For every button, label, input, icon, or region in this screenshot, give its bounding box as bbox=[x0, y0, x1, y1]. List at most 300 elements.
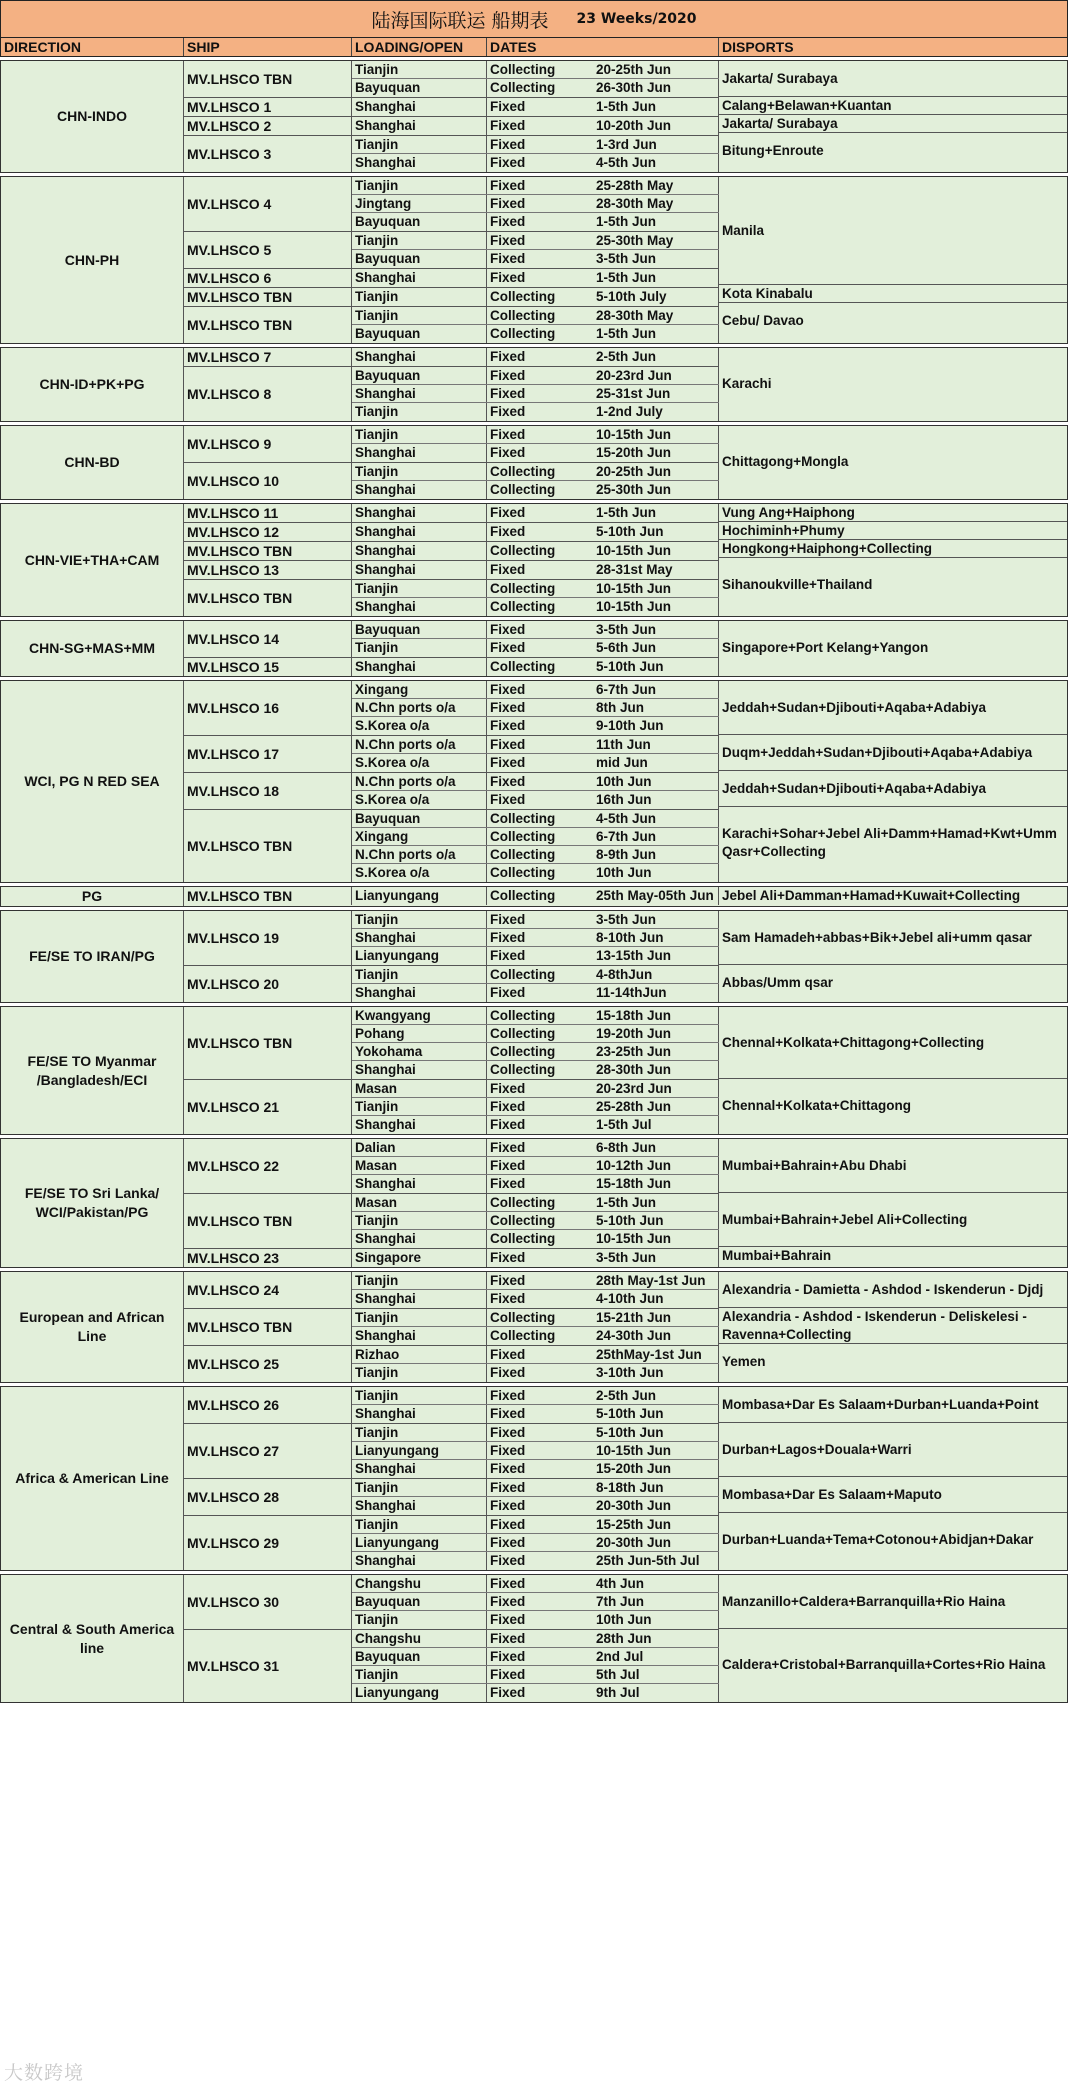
ship-block bbox=[184, 736, 719, 773]
ship-name: MV.LHSCO 9 bbox=[184, 426, 352, 462]
booking-status: Fixed bbox=[490, 622, 526, 637]
booking-status: Fixed bbox=[490, 445, 526, 460]
schedule-row bbox=[352, 1230, 719, 1248]
disports-cell: Sam Hamadeh+abbas+Bik+Jebel ali+umm qasar bbox=[719, 911, 1067, 965]
date-range: 5th Jul bbox=[593, 1666, 719, 1683]
date-range: 24-30th Jun bbox=[593, 1327, 719, 1345]
loading-port: Tianjin bbox=[352, 307, 487, 324]
schedule-row bbox=[352, 1212, 719, 1230]
ship-name: MV.LHSCO TBN bbox=[184, 542, 352, 560]
ship-block bbox=[184, 177, 719, 232]
date-range: 10-15th Jun bbox=[593, 1442, 719, 1459]
direction-cell: FE/SE TO IRAN/PG bbox=[1, 911, 184, 1002]
ship-name: MV.LHSCO 30 bbox=[184, 1575, 352, 1629]
booking-status: Fixed bbox=[490, 1480, 526, 1495]
schedule-row bbox=[352, 367, 719, 385]
ship-block bbox=[184, 98, 719, 117]
ship-block bbox=[184, 773, 719, 810]
schedule-row bbox=[352, 1157, 719, 1175]
ship-name: MV.LHSCO 12 bbox=[184, 523, 352, 541]
date-range: 6-7th Jun bbox=[593, 828, 719, 845]
date-range: 5-10th July bbox=[593, 288, 719, 306]
schedule-row bbox=[352, 1442, 719, 1460]
date-range: 5-6th Jun bbox=[593, 639, 719, 657]
disports-cell: Jakarta/ Surabaya bbox=[719, 61, 1067, 97]
loading-port: Tianjin bbox=[352, 61, 487, 78]
booking-status: Fixed bbox=[490, 251, 526, 266]
booking-status: Fixed bbox=[490, 1117, 526, 1132]
date-range: 20-25th Jun bbox=[593, 61, 719, 78]
booking-status: Fixed bbox=[490, 233, 526, 248]
ship-block bbox=[184, 1272, 719, 1309]
ship-block bbox=[184, 1080, 719, 1134]
loading-port: Shanghai bbox=[352, 444, 487, 462]
loading-port: Shanghai bbox=[352, 504, 487, 522]
booking-status: Fixed bbox=[490, 196, 526, 211]
loading-port: Tianjin bbox=[352, 639, 487, 657]
date-range: 28-30th May bbox=[593, 307, 719, 324]
date-range: 20-23rd Jun bbox=[593, 367, 719, 384]
schedule-row bbox=[352, 658, 719, 676]
header-loading: LOADING/OPEN bbox=[352, 38, 487, 56]
loading-port: N.Chn ports o/a bbox=[352, 846, 487, 863]
ship-name: MV.LHSCO TBN bbox=[184, 1007, 352, 1079]
disports-cell: Manila bbox=[719, 177, 1067, 285]
date-range: 5-10th Jun bbox=[593, 1405, 719, 1423]
date-range: 15-18th Jun bbox=[593, 1007, 719, 1024]
date-range: 28th Jun bbox=[593, 1630, 719, 1647]
loading-port: Tianjin bbox=[352, 1666, 487, 1683]
loading-port: Shanghai bbox=[352, 98, 487, 116]
schedule-groups bbox=[0, 60, 1068, 1703]
disports-cell: Mumbai+Bahrain+Jebel Ali+Collecting bbox=[719, 1193, 1067, 1247]
booking-status: Collecting bbox=[490, 1213, 556, 1228]
loading-port: Lianyungang bbox=[352, 947, 487, 965]
booking-status: Fixed bbox=[490, 1594, 526, 1609]
schedule-row bbox=[352, 1346, 719, 1364]
booking-status: Fixed bbox=[490, 1081, 526, 1096]
direction-group bbox=[0, 1574, 1068, 1703]
loading-port: Bayuquan bbox=[352, 621, 487, 638]
date-range: 10-15th Jun bbox=[593, 580, 719, 597]
ship-name: MV.LHSCO 3 bbox=[184, 136, 352, 172]
loading-port: Shanghai bbox=[352, 542, 487, 560]
loading-port: Singapore bbox=[352, 1249, 487, 1267]
schedule-row bbox=[352, 463, 719, 481]
date-range: 1-5th Jun bbox=[593, 98, 719, 116]
booking-status: Fixed bbox=[490, 1553, 526, 1568]
ship-block bbox=[184, 658, 719, 676]
schedule-row bbox=[352, 213, 719, 231]
schedule-row bbox=[352, 1007, 719, 1025]
date-range: 10th Jun bbox=[593, 864, 719, 882]
booking-status: Fixed bbox=[490, 1176, 526, 1191]
loading-port: Tianjin bbox=[352, 911, 487, 928]
date-range: 1-5th Jun bbox=[593, 504, 719, 522]
title-chinese: 陆海国际联运 船期表 bbox=[371, 9, 549, 32]
ship-name: MV.LHSCO 25 bbox=[184, 1346, 352, 1382]
schedule-row bbox=[352, 828, 719, 846]
schedule-row bbox=[352, 232, 719, 250]
date-range: 2-5th Jun bbox=[593, 1387, 719, 1404]
booking-status: Fixed bbox=[490, 1347, 526, 1362]
booking-status: Collecting bbox=[490, 865, 556, 880]
loading-port: Xingang bbox=[352, 828, 487, 845]
schedule-row bbox=[352, 195, 719, 213]
booking-status: Fixed bbox=[490, 1388, 526, 1403]
booking-status: Fixed bbox=[490, 948, 526, 963]
date-range: 8-10th Jun bbox=[593, 929, 719, 946]
loading-port: Tianjin bbox=[352, 1272, 487, 1289]
date-range: 13-15th Jun bbox=[593, 947, 719, 965]
schedule-row bbox=[352, 621, 719, 639]
ship-block bbox=[184, 1249, 719, 1267]
schedule-row bbox=[352, 1497, 719, 1515]
ship-block bbox=[184, 561, 719, 580]
schedule-row bbox=[352, 1116, 719, 1134]
ship-block bbox=[184, 426, 719, 463]
booking-status: Fixed bbox=[490, 1099, 526, 1114]
booking-status: Fixed bbox=[490, 700, 526, 715]
schedule-row bbox=[352, 1611, 719, 1629]
loading-port: S.Korea o/a bbox=[352, 864, 487, 882]
loading-port: Bayuquan bbox=[352, 250, 487, 268]
booking-status: Fixed bbox=[490, 930, 526, 945]
date-range: 8-9th Jun bbox=[593, 846, 719, 863]
loading-port: Shanghai bbox=[352, 1061, 487, 1079]
direction-group bbox=[0, 425, 1068, 500]
booking-status: Fixed bbox=[490, 427, 526, 442]
disports-cell: Mumbai+Bahrain+Abu Dhabi bbox=[719, 1139, 1067, 1193]
ship-name: MV.LHSCO 21 bbox=[184, 1080, 352, 1134]
loading-port: Bayuquan bbox=[352, 810, 487, 827]
date-range: 6-7th Jun bbox=[593, 681, 719, 698]
schedule-row bbox=[352, 1593, 719, 1611]
loading-port: Lianyungang bbox=[352, 1534, 487, 1551]
booking-status: Collecting bbox=[490, 80, 556, 95]
booking-status: Fixed bbox=[490, 1443, 526, 1458]
booking-status: Fixed bbox=[490, 755, 526, 770]
date-range: 19-20th Jun bbox=[593, 1025, 719, 1042]
ship-block bbox=[184, 1575, 719, 1630]
ship-name: MV.LHSCO TBN bbox=[184, 61, 352, 97]
booking-status: Collecting bbox=[490, 62, 556, 77]
loading-port: Tianjin bbox=[352, 136, 487, 153]
disports-cell: Yemen bbox=[722, 1354, 766, 1369]
schedule-row bbox=[352, 1534, 719, 1552]
ship-block bbox=[184, 348, 719, 367]
direction-cell: Central & South America line bbox=[1, 1575, 184, 1702]
ship-name: MV.LHSCO TBN bbox=[184, 580, 352, 616]
disports-cell: Mombasa+Dar Es Salaam+Durban+Luanda+Point bbox=[719, 1387, 1067, 1423]
ship-name: MV.LHSCO 6 bbox=[184, 269, 352, 287]
disports-cell: Karachi+Sohar+Jebel Ali+Damm+Hamad+Kwt+Umm Qasr+Collecting bbox=[722, 826, 1057, 859]
date-range: 4-10th Jun bbox=[593, 1290, 719, 1308]
date-range: 15-20th Jun bbox=[593, 1460, 719, 1478]
loading-port: Dalian bbox=[352, 1139, 487, 1156]
schedule-row bbox=[352, 1272, 719, 1290]
direction-cell: CHN-PH bbox=[1, 177, 184, 343]
ship-name: MV.LHSCO 13 bbox=[184, 561, 352, 579]
booking-status: Fixed bbox=[490, 912, 526, 927]
disports-cell: Jeddah+Sudan+Djibouti+Aqaba+Adabiya bbox=[719, 771, 1067, 807]
date-range: 15-18th Jun bbox=[593, 1175, 719, 1193]
direction-cell: FE/SE TO Myanmar /Bangladesh/ECI bbox=[1, 1007, 184, 1134]
ship-name: MV.LHSCO 10 bbox=[184, 463, 352, 499]
schedule-row bbox=[352, 79, 719, 97]
schedule-row bbox=[352, 1290, 719, 1308]
direction-group bbox=[0, 680, 1068, 883]
ship-name: MV.LHSCO 20 bbox=[184, 966, 352, 1002]
loading-port: Shanghai bbox=[352, 269, 487, 287]
loading-port: Bayuquan bbox=[352, 213, 487, 231]
disports-cell: Alexandria - Damietta - Ashdod - Iskenderun - Djdj bbox=[719, 1272, 1067, 1308]
booking-status: Fixed bbox=[490, 1631, 526, 1646]
schedule-row bbox=[352, 580, 719, 598]
schedule-row bbox=[352, 929, 719, 947]
ship-name: MV.LHSCO TBN bbox=[184, 810, 352, 882]
ship-block bbox=[184, 367, 719, 421]
ship-block bbox=[184, 1194, 719, 1249]
ship-block bbox=[184, 1630, 719, 1702]
disports-cell: Mumbai+Bahrain bbox=[722, 1248, 832, 1263]
ship-block bbox=[184, 523, 719, 542]
direction-cell: FE/SE TO Sri Lanka/ WCI/Pakistan/PG bbox=[1, 1139, 184, 1267]
schedule-row bbox=[352, 1630, 719, 1648]
booking-status: Collecting bbox=[490, 829, 556, 844]
direction-group bbox=[0, 1386, 1068, 1571]
direction-group bbox=[0, 60, 1068, 173]
loading-port: N.Chn ports o/a bbox=[352, 736, 487, 753]
date-range: 15-21th Jun bbox=[593, 1309, 719, 1326]
loading-port: Kwangyang bbox=[352, 1007, 487, 1024]
booking-status: Collecting bbox=[490, 1231, 556, 1246]
ship-name: MV.LHSCO 15 bbox=[184, 658, 352, 676]
ship-block bbox=[184, 269, 719, 288]
booking-status: Fixed bbox=[490, 737, 526, 752]
disports-cell: Bitung+Enroute bbox=[722, 143, 824, 158]
loading-port: Tianjin bbox=[352, 288, 487, 306]
disports-cell: Jebel Ali+Damman+Hamad+Kuwait+Collecting bbox=[722, 888, 1021, 903]
schedule-row bbox=[352, 269, 719, 287]
booking-status: Collecting bbox=[490, 482, 556, 497]
ship-name: MV.LHSCO TBN bbox=[184, 1309, 352, 1345]
ship-block bbox=[184, 1346, 719, 1382]
ship-name: MV.LHSCO TBN bbox=[184, 1194, 352, 1248]
booking-status: Collecting bbox=[490, 888, 556, 903]
schedule-row bbox=[352, 736, 719, 754]
booking-status: Collecting bbox=[490, 464, 556, 479]
schedule-row bbox=[352, 117, 719, 135]
date-range: 23-25th Jun bbox=[593, 1043, 719, 1060]
booking-status: Fixed bbox=[490, 1425, 526, 1440]
schedule-row bbox=[352, 1043, 719, 1061]
loading-port: Masan bbox=[352, 1157, 487, 1174]
direction-cell: CHN-INDO bbox=[1, 61, 184, 172]
loading-port: S.Korea o/a bbox=[352, 754, 487, 772]
loading-port: N.Chn ports o/a bbox=[352, 699, 487, 716]
booking-status: Fixed bbox=[490, 1140, 526, 1155]
schedule-row bbox=[352, 1575, 719, 1593]
loading-port: Shanghai bbox=[352, 658, 487, 676]
schedule-row bbox=[352, 325, 719, 343]
ship-block bbox=[184, 681, 719, 736]
booking-status: Fixed bbox=[490, 270, 526, 285]
booking-status: Fixed bbox=[490, 792, 526, 807]
loading-port: Lianyungang bbox=[352, 887, 487, 905]
schedule-row bbox=[352, 754, 719, 772]
schedule-row bbox=[352, 1309, 719, 1327]
date-range: 4-5th Jun bbox=[593, 810, 719, 827]
loading-port: Shanghai bbox=[352, 117, 487, 135]
title-weeks: 23 Weeks/2020 bbox=[576, 11, 697, 27]
booking-status: Collecting bbox=[490, 326, 556, 341]
date-range: 10th Jun bbox=[593, 773, 719, 790]
disports-cell: Kota Kinabalu bbox=[719, 285, 1067, 303]
schedule-row bbox=[352, 426, 719, 444]
date-range: 10-15th Jun bbox=[593, 426, 719, 443]
disports-cell: Durban+Lagos+Douala+Warri bbox=[719, 1423, 1067, 1477]
loading-port: S.Korea o/a bbox=[352, 791, 487, 809]
direction-group bbox=[0, 910, 1068, 1003]
loading-port: Shanghai bbox=[352, 561, 487, 579]
direction-cell: WCI, PG N RED SEA bbox=[1, 681, 184, 882]
loading-port: Tianjin bbox=[352, 1309, 487, 1326]
ship-name: MV.LHSCO 14 bbox=[184, 621, 352, 657]
schedule-row bbox=[352, 307, 719, 325]
ship-block bbox=[184, 136, 719, 172]
loading-port: Shanghai bbox=[352, 984, 487, 1002]
booking-status: Fixed bbox=[490, 1406, 526, 1421]
date-range: 1-2nd July bbox=[593, 403, 719, 421]
disports-cell: Singapore+Port Kelang+Yangon bbox=[722, 640, 929, 655]
ship-block bbox=[184, 61, 719, 98]
direction-group bbox=[0, 1138, 1068, 1268]
booking-status: Fixed bbox=[490, 368, 526, 383]
booking-status: Collecting bbox=[490, 811, 556, 826]
booking-status: Fixed bbox=[490, 1576, 526, 1591]
schedule-row bbox=[352, 864, 719, 882]
booking-status: Collecting bbox=[490, 967, 556, 982]
ship-name: MV.LHSCO 31 bbox=[184, 1630, 352, 1702]
loading-port: Changshu bbox=[352, 1575, 487, 1592]
loading-port: Tianjin bbox=[352, 1611, 487, 1629]
direction-cell: CHN-ID+PK+PG bbox=[1, 348, 184, 421]
schedule-row bbox=[352, 177, 719, 195]
direction-cell: European and African Line bbox=[1, 1272, 184, 1382]
loading-port: Shanghai bbox=[352, 1175, 487, 1193]
date-range: 4th Jun bbox=[593, 1575, 719, 1592]
schedule-row bbox=[352, 846, 719, 864]
date-range: 25th May-05th Jun bbox=[593, 887, 719, 905]
booking-status: Fixed bbox=[490, 1612, 526, 1627]
booking-status: Collecting bbox=[490, 599, 556, 614]
date-range: 20-23rd Jun bbox=[593, 1080, 719, 1097]
direction-cell: CHN-BD bbox=[1, 426, 184, 499]
ship-name: MV.LHSCO 17 bbox=[184, 736, 352, 772]
disports-cell: Sihanoukville+Thailand bbox=[722, 577, 873, 592]
date-range: 25th Jun-5th Jul bbox=[593, 1552, 719, 1570]
schedule-row bbox=[352, 681, 719, 699]
loading-port: Lianyungang bbox=[352, 1684, 487, 1702]
booking-status: Fixed bbox=[490, 1517, 526, 1532]
date-range: 28th May-1st Jun bbox=[593, 1272, 719, 1289]
schedule-row bbox=[352, 984, 719, 1002]
schedule-row bbox=[352, 1424, 719, 1442]
booking-status: Fixed bbox=[490, 118, 526, 133]
loading-port: S.Korea o/a bbox=[352, 717, 487, 735]
booking-status: Collecting bbox=[490, 1062, 556, 1077]
header-ship: SHIP bbox=[184, 38, 352, 56]
date-range: 28-30th Jun bbox=[593, 1061, 719, 1079]
ship-block bbox=[184, 1516, 719, 1570]
date-range: 5-10th Jun bbox=[593, 1212, 719, 1229]
loading-port: Masan bbox=[352, 1194, 487, 1211]
ship-block bbox=[184, 1424, 719, 1479]
loading-port: Tianjin bbox=[352, 1479, 487, 1496]
ship-block bbox=[184, 542, 719, 561]
header-disports: DISPORTS bbox=[722, 39, 794, 55]
booking-status: Collecting bbox=[490, 1008, 556, 1023]
header-dates: DATES bbox=[487, 38, 719, 56]
ship-block bbox=[184, 810, 719, 882]
ship-name: MV.LHSCO 26 bbox=[184, 1387, 352, 1423]
ship-block bbox=[184, 1479, 719, 1516]
booking-status: Collecting bbox=[490, 543, 556, 558]
date-range: 25-30th May bbox=[593, 232, 719, 249]
loading-port: Tianjin bbox=[352, 232, 487, 249]
disports-cell: Jakarta/ Surabaya bbox=[719, 115, 1067, 133]
ship-name: MV.LHSCO TBN bbox=[184, 288, 352, 306]
ship-name: MV.LHSCO 1 bbox=[184, 98, 352, 116]
disports-cell: Hochiminh+Phumy bbox=[719, 522, 1067, 540]
booking-status: Fixed bbox=[490, 1535, 526, 1550]
watermark: 大数跨境 bbox=[4, 2062, 85, 2084]
booking-status: Collecting bbox=[490, 1026, 556, 1041]
schedule-row bbox=[352, 639, 719, 657]
ship-name: MV.LHSCO 22 bbox=[184, 1139, 352, 1193]
loading-port: Tianjin bbox=[352, 1364, 487, 1382]
ship-block bbox=[184, 504, 719, 523]
loading-port: Tianjin bbox=[352, 1212, 487, 1229]
date-range: 25-30th Jun bbox=[593, 481, 719, 499]
schedule-row bbox=[352, 1080, 719, 1098]
booking-status: Fixed bbox=[490, 985, 526, 1000]
booking-status: Fixed bbox=[490, 1273, 526, 1288]
schedule-row bbox=[352, 791, 719, 809]
ship-name: MV.LHSCO 2 bbox=[184, 117, 352, 135]
date-range: 10-20th Jun bbox=[593, 117, 719, 135]
schedule-row bbox=[352, 98, 719, 116]
ship-block bbox=[184, 1007, 719, 1080]
schedule-row bbox=[352, 966, 719, 984]
date-range: 1-5th Jul bbox=[593, 1116, 719, 1134]
schedule-row bbox=[352, 561, 719, 579]
date-range: 20-25th Jun bbox=[593, 463, 719, 480]
loading-port: Tianjin bbox=[352, 1516, 487, 1533]
ship-name: MV.LHSCO 18 bbox=[184, 773, 352, 809]
booking-status: Fixed bbox=[490, 640, 526, 655]
schedule-row bbox=[352, 887, 719, 905]
ship-name: MV.LHSCO 19 bbox=[184, 911, 352, 965]
ship-name: MV.LHSCO 4 bbox=[184, 177, 352, 231]
ship-block bbox=[184, 887, 719, 905]
direction-cell: Africa & American Line bbox=[1, 1387, 184, 1570]
date-range: 15-25th Jun bbox=[593, 1516, 719, 1533]
loading-port: Bayuquan bbox=[352, 325, 487, 343]
date-range: mid Jun bbox=[593, 754, 719, 772]
direction-group bbox=[0, 347, 1068, 422]
